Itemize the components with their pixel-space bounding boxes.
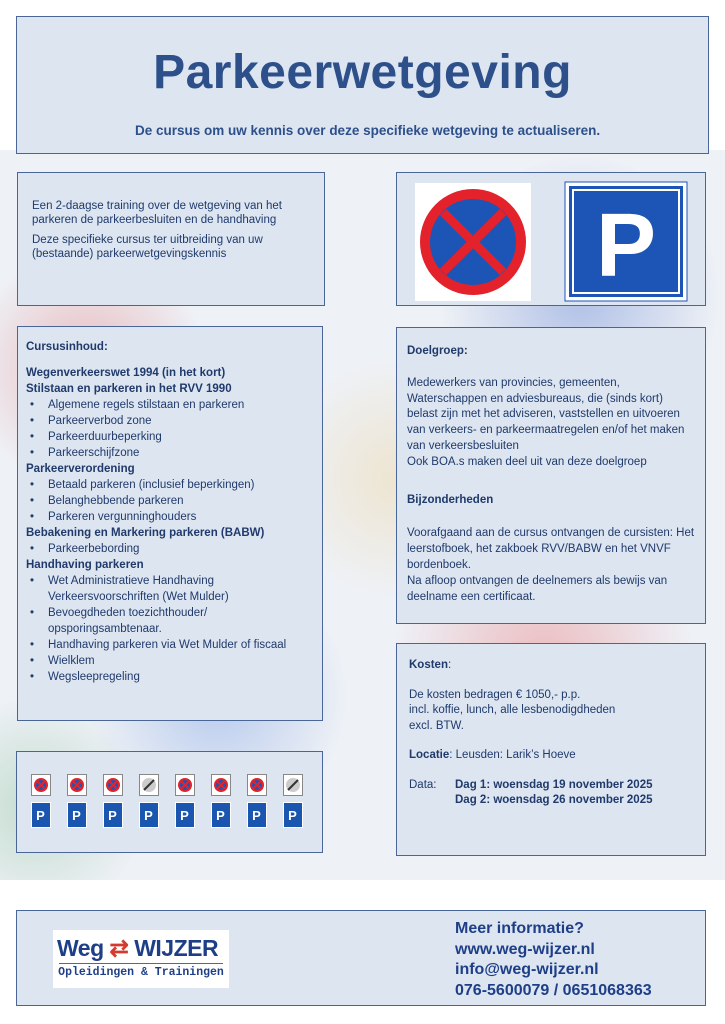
costs-line: De kosten bedragen € 1050,- p.p.	[409, 688, 581, 701]
small-sign	[135, 774, 162, 828]
parking-sign-icon: P	[283, 802, 303, 828]
list-item: • Parkeerduurbeperking	[26, 429, 314, 445]
small-sign	[99, 774, 126, 828]
list-item: • Wegsleepregeling	[26, 669, 314, 685]
list-item: • Wet Administratieve Handhaving Verkeersvoorschriften (Wet Mulder)	[26, 573, 314, 605]
list-item: • Betaald parkeren (inclusief beperkingen)	[26, 477, 314, 493]
list-item: • Handhaving parkeren via Wet Mulder of fiscaal	[26, 637, 314, 653]
location-value: : Leusden: Larik’s Hoeve	[449, 749, 576, 761]
list-item: • Wielklem	[26, 653, 314, 669]
location-label: Locatie	[409, 749, 450, 761]
signs-box	[396, 172, 706, 306]
small-signs-row	[27, 774, 306, 828]
parking-sign-icon: P	[67, 802, 87, 828]
list-item: • Belanghebbende parkeren	[26, 493, 314, 509]
costs-box: Kosten: De kosten bedragen € 1050,- p.p. incl. koffie, lunch, alle lesbenodigdheden excl. BTW. Locatie: Leusden: Larik’s Hoeve Data: Dag 1: woensdag 19 november 2025 Dag 2: woensdag 26 november 2025	[396, 643, 706, 856]
small-sign	[243, 774, 270, 828]
intro-text-2: Deze specifieke cursus ter uitbreiding van uw (bestaande) parkeerwetgevingskennis	[32, 234, 263, 260]
course-list	[26, 397, 314, 461]
logo-arrow-icon: ⇄	[103, 935, 135, 961]
course-section-title: Handhaving parkeren	[26, 559, 144, 571]
course-section-title: Parkeerverordening	[26, 463, 135, 475]
intro-text-1: Een 2-daagse training over de wetgeving van het parkeren de parkeerbesluiten en de handhaving	[32, 200, 282, 226]
parking-sign-icon: P	[139, 802, 159, 828]
parking-sign-letter: P	[595, 196, 657, 296]
date-day-1: Dag 1: woensdag 19 november 2025	[455, 778, 653, 791]
contact-website[interactable]: www.weg-wijzer.nl	[455, 940, 595, 958]
target-group-heading: Doelgroep:	[407, 345, 468, 357]
target-group-text: Medewerkers van provincies, gemeenten, Waterschappen en adviesbureaus, die (sinds kort) belast zijn met het adviseren, vaststellen en uitvoeren van verkeers- en parkeermaatregelen en/of het maken van verkeersbesluiten	[407, 376, 685, 452]
page-title: Parkeerwetgeving	[153, 46, 572, 99]
contact-email[interactable]: info@weg-wijzer.nl	[455, 961, 599, 978]
parking-sign-icon: P	[31, 802, 51, 828]
costs-line: incl. koffie, lunch, alle lesbenodigdheden	[409, 704, 616, 716]
course-section-title: Bebakening en Markering parkeren (BABW)	[26, 527, 265, 539]
logo-wijzer: WIJZER	[134, 935, 219, 961]
logo-weg: Weg	[57, 935, 104, 961]
target-group-text-2: Ook BOA.s maken deel uit van deze doelgroep	[407, 455, 647, 468]
footer-box	[16, 910, 706, 1006]
parking-sign-icon: P	[211, 802, 231, 828]
small-sign	[279, 774, 306, 828]
course-content-box	[17, 326, 323, 721]
contact-heading: Meer informatie?	[455, 920, 584, 937]
course-list	[26, 573, 314, 685]
small-sign	[27, 774, 54, 828]
parking-sign-icon: P	[103, 802, 123, 828]
date-day-2: Dag 2: woensdag 26 november 2025	[455, 794, 653, 806]
small-sign	[207, 774, 234, 828]
small-sign	[63, 774, 90, 828]
costs-heading: Kosten	[409, 659, 448, 671]
small-sign	[171, 774, 198, 828]
parking-sign-icon: P	[247, 802, 267, 828]
course-section-title: Wegenverkeerswet 1994 (in het kort)	[26, 367, 226, 379]
signs-illustration	[397, 173, 707, 307]
contact-info	[455, 919, 652, 1001]
header-box	[16, 16, 709, 154]
details-heading: Bijzonderheden	[407, 493, 494, 506]
contact-phone: 076-5600079 / 0651068363	[455, 981, 652, 999]
details-text-2: Na afloop ontvangen de deelnemers als bewijs van deelname een certificaat.	[407, 574, 668, 603]
dates-label: Data:	[409, 778, 437, 791]
logo-tagline: Opleidingen & Trainingen	[58, 966, 224, 979]
course-list	[26, 477, 314, 525]
target-group-box	[396, 327, 706, 624]
list-item: • Bevoegdheden toezichthouder/ opsporingsambtenaar.	[26, 605, 314, 637]
course-heading: Cursusinhoud:	[26, 341, 108, 353]
logo	[53, 930, 229, 988]
list-item: • Parkeerschijfzone	[26, 445, 314, 461]
intro-box	[17, 172, 325, 306]
small-signs-box	[16, 751, 323, 853]
costs-line: excl. BTW.	[409, 719, 464, 732]
page-subtitle: De cursus om uw kennis over deze specifieke wetgeving te actualiseren.	[135, 123, 601, 138]
list-item: • Parkeerbebording	[26, 541, 314, 557]
list-item: • Parkeren vergunninghouders	[26, 509, 314, 525]
course-list	[26, 541, 314, 557]
list-item: • Algemene regels stilstaan en parkeren	[26, 397, 314, 413]
list-item: • Parkeerverbod zone	[26, 413, 314, 429]
details-text: Voorafgaand aan de cursus ontvangen de cursisten: Het leerstofboek, het zakboek RVV/BABW en het VNVF bordenboek.	[407, 527, 695, 571]
parking-sign-icon: P	[175, 802, 195, 828]
course-section-title: Stilstaan en parkeren in het RVV 1990	[26, 383, 232, 395]
